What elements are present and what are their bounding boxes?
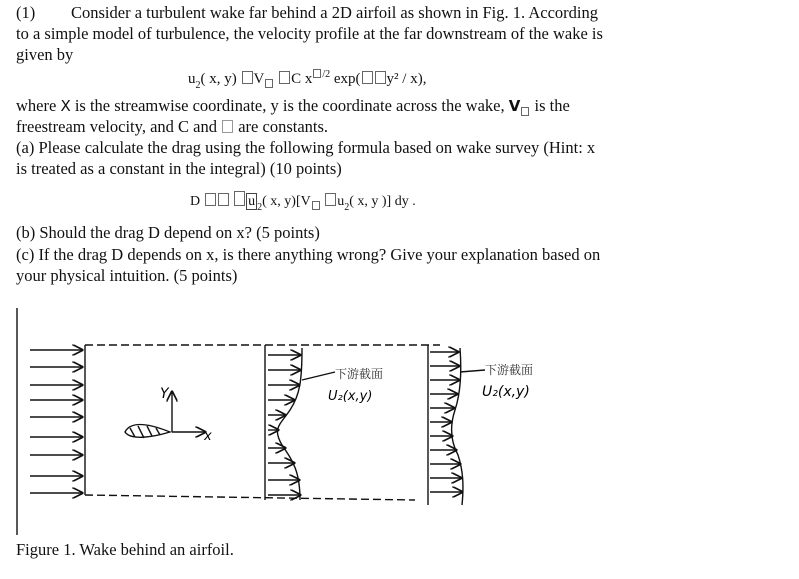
- eq2-args2: ( x, y )] dy .: [349, 194, 416, 209]
- eq2-sub-2: 2: [257, 202, 263, 213]
- part-c-line-1: (c) If the drag D depends on x, is there anything wrong? Give your explanation based on: [16, 245, 601, 264]
- eq1-u: u: [188, 71, 196, 87]
- eq1-end: / x),: [402, 71, 427, 87]
- part-a-line-1: (a) Please calculate the drag using the following formula based on wake survey (Hint: x: [16, 138, 596, 157]
- eq2-d: D: [190, 194, 201, 209]
- mid-velocity-label: U₂(x,y): [328, 389, 373, 404]
- box-bottom-edge: [85, 495, 415, 500]
- eq1-v: V: [253, 71, 265, 87]
- eq2-sub-2b: 2: [344, 202, 350, 213]
- eq2-u-boxed: u: [248, 194, 256, 209]
- intro-line-3: given by: [16, 45, 74, 64]
- mid-wake-profile: [277, 348, 302, 500]
- where-t2: is the streamwise coordinate, y is the coordinate across the wake,: [74, 96, 505, 115]
- line5-t2: are constants.: [238, 117, 329, 136]
- x-axis-label: x: [204, 429, 212, 444]
- problem-number: (1): [16, 3, 36, 22]
- eq2-u: u: [337, 194, 345, 209]
- where-t1: where: [16, 96, 57, 115]
- mid-label-pointer: [302, 372, 335, 380]
- y-axis-label: Y: [160, 386, 169, 402]
- part-c-line-2: your physical intuition. (5 points): [16, 266, 238, 285]
- eq2-args1: ( x, y)[V: [262, 194, 311, 209]
- where-t3: is the: [534, 96, 570, 115]
- mid-profile-arrows: [268, 355, 300, 495]
- eq1-sub-2: 2: [195, 80, 201, 91]
- intro-line-2: to a simple model of turbulence, the velocity profile at the far downstream of the wake is: [16, 24, 603, 43]
- scribble-mid: 下游截面: [335, 367, 384, 381]
- upstream-velocity-arrows: [30, 350, 82, 493]
- line5-t1: freestream velocity, and C and: [16, 117, 217, 136]
- right-profile-arrows: [430, 352, 462, 492]
- eq1-args: ( x, y): [200, 71, 237, 87]
- part-b-line: (b) Should the drag D depend on x? (5 points): [16, 223, 320, 242]
- intro-text-1: Consider a turbulent wake far behind a 2D airfoil as shown in Fig. 1. According: [71, 3, 598, 22]
- right-velocity-label: U₂(x,y): [482, 384, 530, 400]
- eq1-exponent: /2: [322, 69, 331, 80]
- eq1-exp: exp(: [333, 71, 361, 87]
- figure-caption: Figure 1. Wake behind an airfoil.: [16, 540, 234, 559]
- part-a-line-2: is treated as a constant in the integral) (10 points): [16, 159, 342, 178]
- right-label-pointer: [460, 370, 485, 372]
- eq1-cx: C x: [291, 71, 313, 87]
- scribble-right: 下游截面: [485, 363, 534, 377]
- symbol-x: X: [60, 97, 71, 115]
- eq1-ysq: y²: [386, 71, 399, 87]
- symbol-v: V: [508, 97, 521, 115]
